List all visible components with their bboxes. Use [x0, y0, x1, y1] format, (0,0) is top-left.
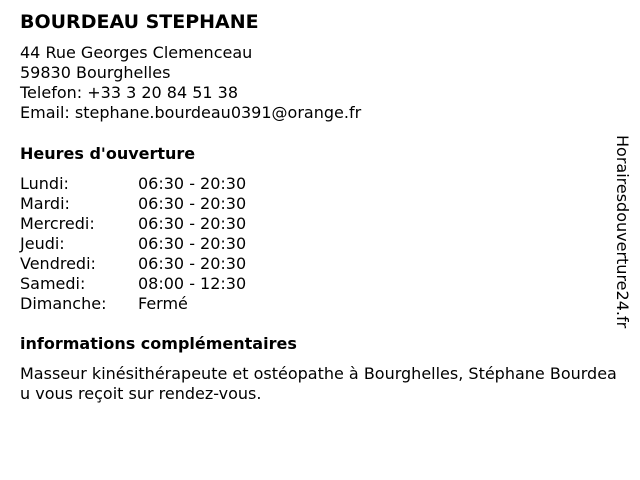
time-value: 06:30 - 20:30 [138, 194, 247, 213]
day-label: Lundi: [20, 174, 69, 193]
opening-hours-heading: Heures d'ouverture [20, 144, 196, 163]
email-address: Email: stephane.bourdeau0391@orange.fr [20, 103, 362, 122]
hours-row-saturday [20, 274, 246, 294]
street-address: 44 Rue Georges Clemenceau [20, 43, 253, 62]
day-label: Jeudi: [20, 234, 65, 253]
hours-row-monday [20, 174, 246, 194]
time-value: 06:30 - 20:30 [138, 234, 247, 253]
city-postal: 59830 Bourghelles [20, 63, 171, 82]
day-label: Dimanche: [20, 294, 107, 313]
business-description: Masseur kinésithérapeute et ostéopathe à Bourghelles, Stéphane Bourdeau vous reçoit sur rendez-vous. [20, 364, 617, 403]
site-watermark: Horairesdouverture24.fr [613, 135, 632, 329]
hours-row-wednesday [20, 214, 246, 234]
time-value: 06:30 - 20:30 [138, 214, 247, 233]
time-value: 06:30 - 20:30 [138, 254, 247, 273]
time-value: 06:30 - 20:30 [138, 174, 247, 193]
hours-row-tuesday [20, 194, 246, 214]
time-value: Fermé [138, 294, 188, 313]
time-value: 08:00 - 12:30 [138, 274, 247, 293]
day-label: Mercredi: [20, 214, 95, 233]
contact-block [20, 43, 361, 123]
hours-row-friday [20, 254, 246, 274]
business-name: BOURDEAU STEPHANE [20, 11, 259, 33]
opening-hours-table [20, 174, 246, 314]
hours-row-thursday [20, 234, 246, 254]
day-label: Vendredi: [20, 254, 96, 273]
day-label: Samedi: [20, 274, 86, 293]
day-label: Mardi: [20, 194, 70, 213]
phone-number: Telefon: +33 3 20 84 51 38 [20, 83, 239, 102]
additional-info-heading: informations complémentaires [20, 334, 297, 353]
hours-row-sunday [20, 294, 246, 314]
